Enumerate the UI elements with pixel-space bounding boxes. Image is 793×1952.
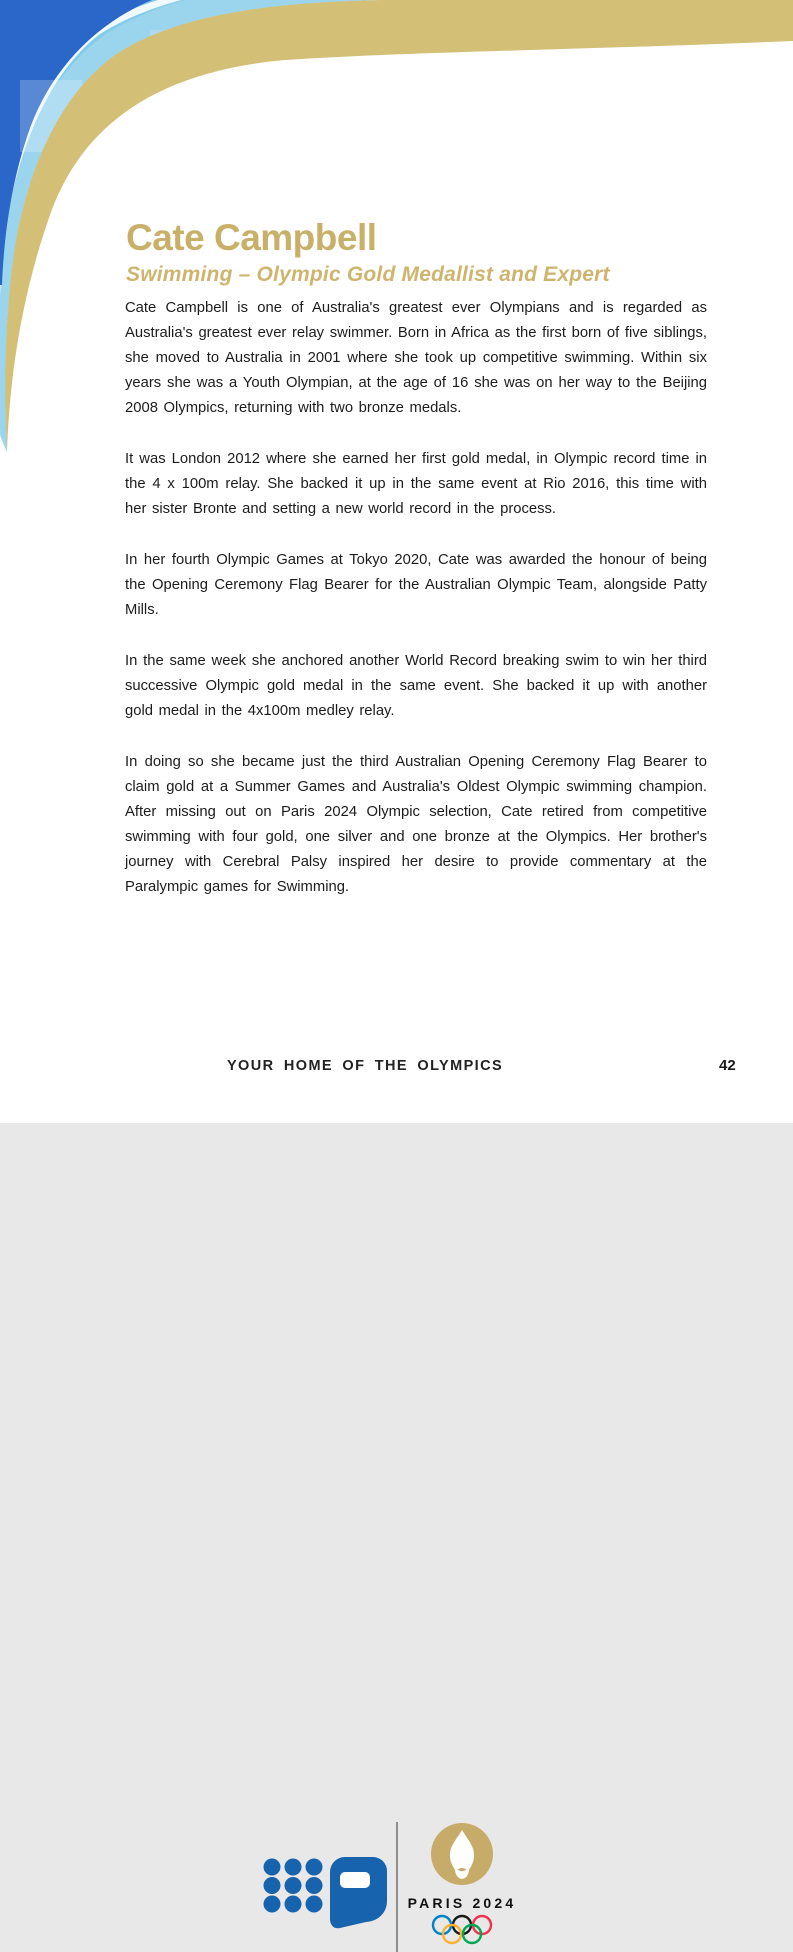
paris-2024-flame-emblem-icon (431, 1823, 493, 1885)
logo-divider-line (396, 1822, 398, 1952)
nine-dots-grid (264, 1859, 323, 1913)
paris-2024-logo (402, 1823, 522, 1947)
olympic-rings-icon (429, 1913, 495, 1947)
page-title: Cate Campbell (126, 216, 377, 258)
footer-tagline: YOUR HOME OF THE OLYMPICS (226, 1058, 504, 1074)
paragraph-london-rio: It was London 2012 where she earned her first gold medal, in Olympic record time in the 4 x 100m relay. She backed it up in the same event at Rio 2016, this time with her sister Bronte and setting a new world record in the process. (125, 451, 707, 517)
nine-logo-9-glyph (330, 1857, 387, 1928)
paragraph-world-record: In the same week she anchored another World Record breaking swim to win her third successive Olympic gold medal in the same event. She backed it up with another gold medal in the 4x100m medley relay. (125, 653, 707, 719)
page-subtitle: Swimming – Olympic Gold Medallist and Expert (126, 263, 610, 287)
paragraph-retirement: In doing so she became just the third Australian Opening Ceremony Flag Bearer to claim gold at a Summer Games and Australia's Oldest Olympic swimming champion. After missing out on Paris 2024 Olympic selection, Cate retired from competitive swimming with four gold, one silver and one bronze at the Olympics. Her brother's journey with Cerebral Palsy inspired her desire to provide commentary at the Paralympic games for Swimming. (125, 754, 707, 895)
paragraph-bio-intro: Cate Campbell is one of Australia's greatest ever Olympians and is regarded as Australia's greatest ever relay swimmer. Born in Africa as the first born of five siblings, she moved to Australia in 2001 where she took up competitive swimming. Within six years she was a Youth Olympian, at the age of 16 she was on her way to the Beijing 2008 Olympics, returning with two bronze medals. (125, 300, 707, 416)
paragraph-tokyo-flagbearer: In her fourth Olympic Games at Tokyo 2020, Cate was awarded the honour of being the Opening Ceremony Flag Bearer for the Australian Olympic Team, alongside Patty Mills. (125, 552, 707, 618)
paris-2024-wordmark: PARIS 2024 (407, 1895, 517, 1911)
page-number: 42 (719, 1057, 736, 1074)
article-body (125, 296, 707, 926)
nine-network-logo (260, 1851, 390, 1936)
